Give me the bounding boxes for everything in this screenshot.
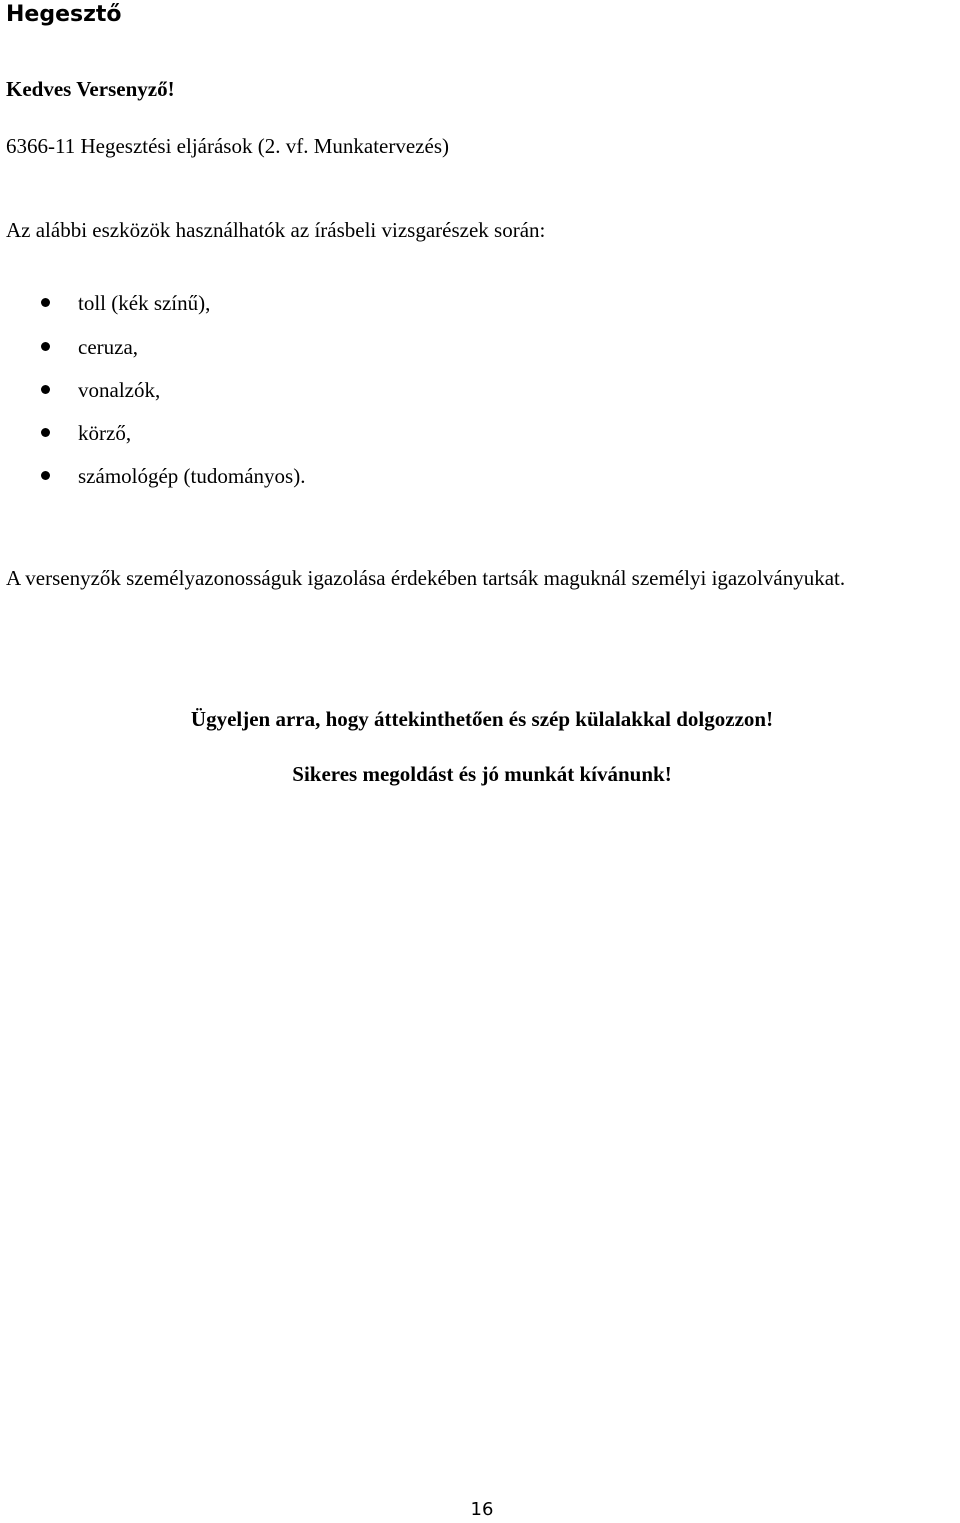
bullet-icon [41,471,50,480]
bullet-icon [41,428,50,437]
list-item [0,462,305,506]
list-item-label: számológép (tudományos). [78,464,306,488]
list-item [0,333,305,376]
list-item-label: ceruza, [78,335,139,359]
id-instruction-paragraph: A versenyzők személyazonosságuk igazolása érdekében tartsák maguknál személyi igazolványukat. [6,566,846,590]
bullet-icon [41,298,50,307]
list-item-label: toll (kék színű), [78,291,211,315]
list-item [0,419,305,462]
tools-intro: Az alábbi eszközök használhatók az írásbeli vizsgarészek során: [6,218,546,242]
tool-list [0,289,305,506]
list-item [0,289,305,333]
reminder-text: Ügyeljen arra, hogy áttekinthetően és szép külalakkal dolgozzon! [190,707,774,731]
greeting: Kedves Versenyző! [6,77,175,101]
list-item-label: körző, [78,421,132,445]
list-item [0,376,305,419]
closing-wishes: Sikeres megoldást és jó munkát kívánunk! [292,762,672,786]
page-number: 16 [470,1499,494,1520]
list-item-label: vonalzók, [78,378,161,402]
page-title: Hegesztő [6,2,122,27]
module-title: 6366-11 Hegesztési eljárások (2. vf. Munkatervezés) [6,134,449,158]
bullet-icon [41,385,50,394]
bullet-icon [41,342,50,351]
